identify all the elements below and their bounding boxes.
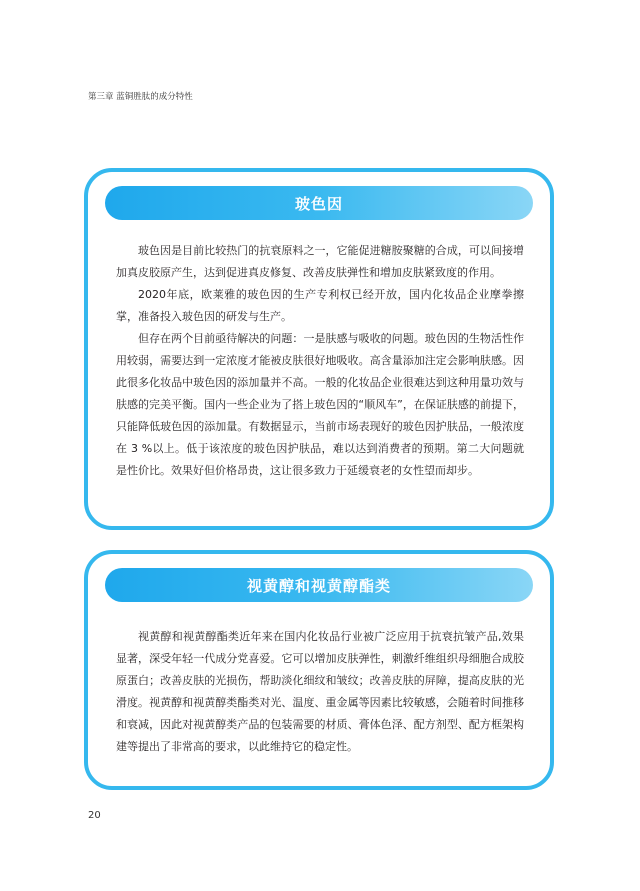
page-number: 20 bbox=[88, 810, 101, 821]
paragraph: 视黄醇和视黄醇酯类近年来在国内化妆品行业被广泛应用于抗衰抗皱产品,效果显著，深受年轻一代成分党喜爱。它可以增加皮肤弹性，刺激纤维组织母细胞合成胶原蛋白；改善皮肤的光损伤，帮助淡化细纹和皱纹；改善皮肤的屏障，提高皮肤的光滑度。视黄醇和视黄醇类酯类对光、温度、重金属等因素比较敏感，会随着时间推移和衰减，因此对视黄醇类产品的包装需要的材质、膏体色泽、配方剂型、配方框架构建等提出了非常高的要求，以此维持它的稳定性。 bbox=[116, 630, 524, 753]
section-card-retinol bbox=[84, 550, 554, 790]
chapter-header: 第三章 蓝铜胜肽的成分特性 bbox=[88, 92, 193, 102]
section-body bbox=[116, 626, 524, 758]
section-title: 玻色因 bbox=[105, 186, 533, 220]
paragraph: 玻色因是目前比较热门的抗衰原料之一，它能促进糖胺聚糖的合成，可以间接增加真皮胶原产生，达到促进真皮修复、改善皮肤弹性和增加皮肤紧致度的作用。 bbox=[116, 244, 524, 279]
paragraph: 2020年底，欧莱雅的玻色因的生产专利权已经开放，国内化妆品企业摩拳擦掌，准备投入玻色因的研发与生产。 bbox=[116, 288, 524, 323]
section-title: 视黄醇和视黄醇酯类 bbox=[105, 568, 533, 602]
paragraph: 但存在两个目前亟待解决的问题：一是肤感与吸收的问题。玻色因的生物活性作用较弱，需要达到一定浓度才能被皮肤很好地吸收。高含量添加注定会影响肤感。因此很多化妆品中玻色因的添加量并不高。一般的化妆品企业很难达到这种用量功效与肤感的完美平衡。国内一些企业为了搭上玻色因的“顺风车”，在保证肤感的前提下，只能降低玻色因的添加量。有数据显示，当前市场表现好的玻色因护肤品，一般浓度在 3 %以上。低于该浓度的玻色因护肤品，难以达到消费者的预期。第二大问题就是性价比。效果好但价格昂贵，这让很多致力于延缓衰老的女性望而却步。 bbox=[116, 332, 524, 477]
section-card-bose bbox=[84, 168, 554, 530]
section-body bbox=[116, 240, 524, 482]
